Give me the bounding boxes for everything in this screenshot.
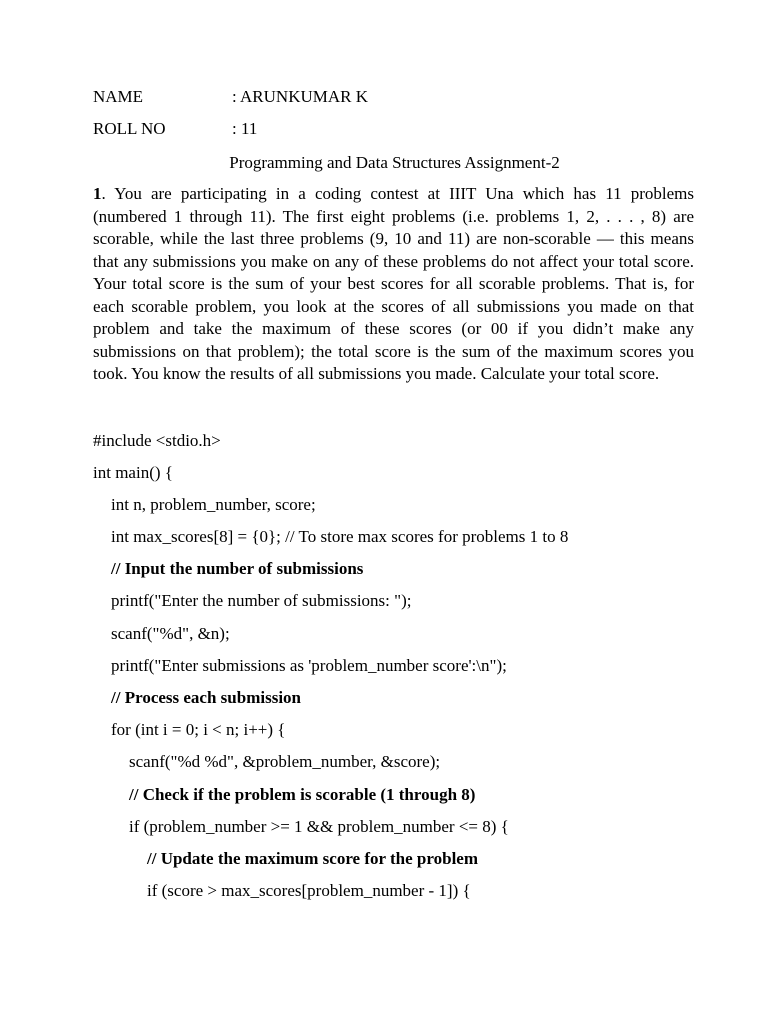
roll-row <box>93 118 694 150</box>
code-comment-line: // Check if the problem is scorable (1 through 8) <box>129 784 476 804</box>
code-comment-line: // Process each submission <box>111 688 302 707</box>
assignment-title: Programming and Data Structures Assignment-2 <box>229 153 560 172</box>
roll-label: ROLL NO <box>93 119 166 138</box>
question-paragraph <box>93 183 694 386</box>
code-line: int n, problem_number, score; <box>111 494 316 514</box>
code-line: #include <stdio.h> <box>93 430 221 450</box>
code-line: printf("Enter the number of submissions: "); <box>111 591 412 611</box>
name-value: : ARUNKUMAR K <box>232 87 369 106</box>
code-line: printf("Enter submissions as 'problem_number score':\n"); <box>111 655 507 675</box>
code-comment-line: // Input the number of submissions <box>111 559 364 579</box>
question-number: 1 <box>93 184 102 203</box>
code-line: for (int i = 0; i < n; i++) { <box>111 720 286 740</box>
name-label: NAME <box>93 87 144 106</box>
code-line: scanf("%d %d", &problem_number, &score); <box>129 752 441 772</box>
code-line: int main() { <box>93 462 173 482</box>
document-page <box>93 86 694 912</box>
name-row <box>93 86 694 118</box>
code-line: if (score > max_scores[problem_number - 1]) { <box>147 881 471 901</box>
code-line: scanf("%d", &n); <box>111 623 230 643</box>
code-listing <box>93 430 694 913</box>
code-line: int max_scores[8] = {0}; // To store max scores for problems 1 to 8 <box>111 527 569 547</box>
code-line: if (problem_number >= 1 && problem_number <= 8) { <box>129 816 509 836</box>
roll-value: : 11 <box>232 119 258 138</box>
code-comment-line: // Update the maximum score for the problem <box>147 848 478 868</box>
question-text: . You are participating in a coding contest at IIIT Una which has 11 problems (numbered 1 through 11). The first eight problems (i.e. problems 1, 2, . . . , 8) are scorable, while the last three problems (9, 10 and 11) are non-scorable — this means that any submissions you make on any of these problems do not affect your total score. Your total score is the sum of your best scores for all scorable problems. That is, for each scorable problem, you look at the scores of all submissions you made on that problem and take the maximum of these scores (or 00 if you didn’t make any submissions on that problem); the total score is the sum of the maximum scores you took. You know the results of all submissions you made. Calculate your total score. <box>93 184 694 383</box>
